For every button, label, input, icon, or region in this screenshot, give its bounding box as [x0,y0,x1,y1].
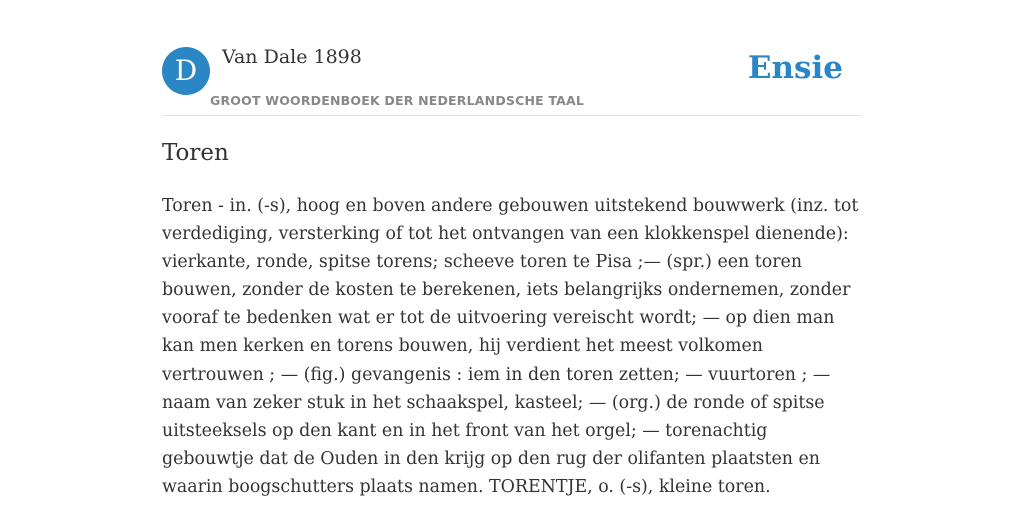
entry-definition: Toren - in. (-s), hoog en boven andere gebouwen uitstekend bouwwerk (inz. tot verdediging, versterking of tot het ontvangen van een klokkenspel dienende): vierkante, ronde, spitse torens; scheeve toren te Pisa ;— (spr.) een toren bouwen, zonder de kosten te berekenen, iets belangrijks ondernemen, zonder vooraf te bedenken wat er tot de uitvoering vereischt wordt; — op dien man kan men kerken en torens bouwen, hij verdient het meest volkomen vertrouwen ; — (fig.) gevangenis : iem in den toren zetten; — vuurtoren ; — naam van zeker stuk in het schaakspel, kasteel; — (org.) de ronde of spitse uitsteeksels op den kant en in het front van het orgel; — torenachtig gebouwtje dat de Ouden in den krijg op den rug der olifanten plaatsten en waarin boogschutters plaats namen. TORENTJE, o. (-s), kleine toren. [162,196,859,497]
source-subtitle: GROOT WOORDENBOEK DER NEDERLANDSCHE TAAL [210,93,585,108]
source-title[interactable]: Van Dale 1898 [222,46,362,68]
brand-logo[interactable]: Ensie [747,50,843,86]
header-divider [162,115,862,116]
dictionary-card [162,0,862,512]
entry-headword: Toren [162,140,229,166]
source-avatar: D [162,47,210,95]
